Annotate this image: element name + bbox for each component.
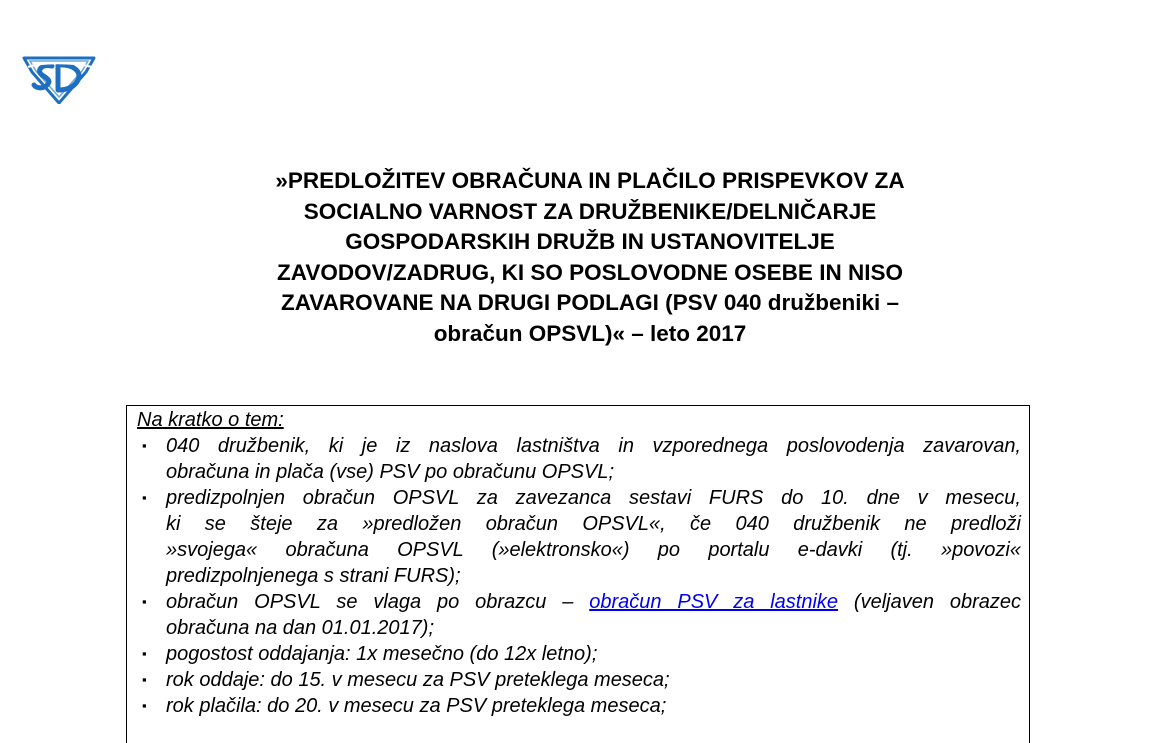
bullet-icon: ▪	[142, 438, 147, 453]
summary-heading: Na kratko o tem:	[137, 409, 284, 431]
item-text-suffix: (veljaven obrazec	[838, 591, 1022, 613]
summary-list	[137, 433, 1021, 719]
item-text: »svojega« obračuna OPSVL (»elektronsko«) po portalu e-davki (tj. »povozi«	[166, 539, 1021, 561]
bullet-icon: ▪	[142, 698, 147, 713]
form-link[interactable]: obračun PSV za lastnike	[589, 591, 839, 613]
item-text: rok oddaje: do 15. v mesecu za PSV preteklega meseca;	[166, 669, 670, 691]
title-line: SOCIALNO VARNOST ZA DRUŽBENIKE/DELNIČARJE	[303, 198, 877, 224]
list-item	[137, 433, 1021, 485]
item-text: predizpolnjenega s strani FURS);	[166, 565, 461, 587]
item-text: obračuna in plača (vse) PSV po obračunu OPSVL;	[166, 461, 615, 483]
list-item	[137, 641, 1021, 667]
company-logo	[22, 48, 96, 104]
title-line: ZAVAROVANE NA DRUGI PODLAGI (PSV 040 družbeniki –	[280, 290, 899, 316]
bullet-icon: ▪	[142, 672, 147, 687]
list-item	[137, 693, 1021, 719]
title-line: obračun OPSVL)« – leto 2017	[433, 320, 747, 346]
bullet-icon: ▪	[142, 490, 147, 505]
item-text: pogostost oddajanja: 1x mesečno (do 12x letno);	[166, 643, 598, 665]
title-line: ZAVODOV/ZADRUG, KI SO POSLOVODNE OSEBE IN NISO	[277, 259, 903, 285]
title-line: GOSPODARSKIH DRUŽB IN USTANOVITELJE	[345, 229, 835, 255]
title-line: »PREDLOŽITEV OBRAČUNA IN PLAČILO PRISPEVKOV ZA	[275, 168, 905, 193]
item-text: ki se šteje za »predložen obračun OPSVL«, če 040 družbenik ne predloži	[166, 513, 1021, 535]
list-item	[137, 485, 1021, 589]
item-text-prefix: obračun OPSVL se vlaga po obrazcu –	[166, 591, 590, 613]
bullet-icon: ▪	[142, 646, 147, 661]
item-text: obračuna na dan 01.01.2017);	[166, 617, 434, 639]
item-text: 040 družbenik, ki je iz naslova lastništva in vzporednega poslovodenja zavarovan,	[166, 435, 1021, 457]
item-text: rok plačila: do 20. v mesecu za PSV preteklega meseca;	[166, 695, 667, 717]
list-item	[137, 589, 1021, 641]
item-text	[166, 589, 1021, 615]
document-title	[150, 166, 1030, 350]
bullet-icon: ▪	[142, 594, 147, 609]
list-item	[137, 667, 1021, 693]
item-text: predizpolnjen obračun OPSVL za zavezanca sestavi FURS do 10. dne v mesecu,	[166, 487, 1021, 509]
